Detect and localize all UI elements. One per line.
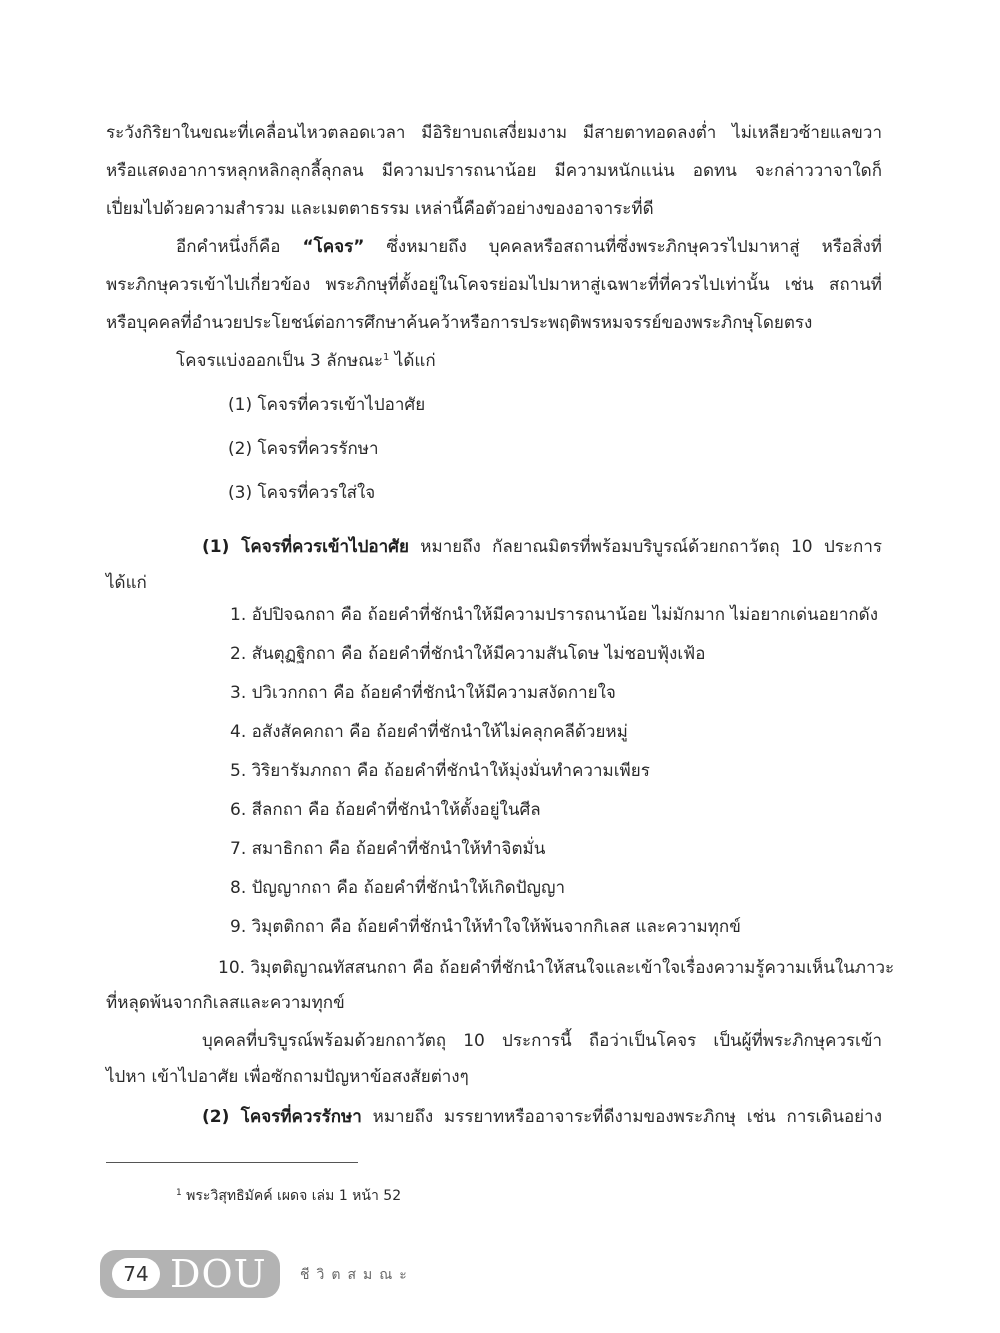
- list-item-1: 1. อัปปิจฉกถา คือ ถ้อยคำที่ชักนำให้มีความปรารถนาน้อย ไม่มักมาก ไม่อยากเด่นอยากดัง: [230, 605, 878, 625]
- paragraph-2-line-3: หรือบุคคลที่อำนวยประโยชน์ต่อการศึกษาค้นคว้าหรือการประพฤติพรหมจรรย์ของพระภิกษุโดยตรง: [106, 313, 813, 333]
- paragraph-3-line-2: ไปหา เข้าไปอาศัย เพื่อซักถามปัญหาข้อสงสัยต่างๆ: [106, 1067, 469, 1087]
- section-2-heading: (2) โคจรที่ควรรักษา: [202, 1107, 362, 1127]
- section-1-line-2: ได้แก่: [106, 573, 147, 593]
- category-2: (2) โคจรที่ควรรักษา: [228, 439, 379, 459]
- category-3: (3) โคจรที่ควรใส่ใจ: [228, 483, 376, 503]
- term-khochon: “โคจร”: [302, 237, 365, 257]
- list-item-2: 2. สันตุฏฐิกถา คือ ถ้อยคำที่ชักนำให้มีความสันโดษ ไม่ชอบฟุ้งเฟ้อ: [230, 644, 706, 664]
- paragraph-2-suffix: ซึ่งหมายถึง บุคคลหรือสถานที่ซึ่งพระภิกษุควรไปมาหาสู่ หรือสิ่งที่: [364, 237, 882, 257]
- intro-text: โคจรแบ่งออกเป็น 3 ลักษณะ: [176, 351, 384, 371]
- section-1-text: หมายถึง กัลยาณมิตรที่พร้อมบริบูรณ์ด้วยกถาวัตถุ 10 ประการ: [408, 537, 883, 557]
- list-item-8: 8. ปัญญากถา คือ ถ้อยคำที่ชักนำให้เกิดปัญญา: [230, 878, 565, 898]
- list-item-9: 9. วิมุตติกถา คือ ถ้อยคำที่ชักนำให้ทำใจให้พ้นจากกิเลส และความทุกข์: [230, 917, 741, 937]
- footnote-reference: 1: [383, 352, 390, 363]
- list-item-7: 7. สมาธิกถา คือ ถ้อยคำที่ชักนำให้ทำจิตมั่น: [230, 839, 546, 859]
- series-title: ชีวิตสมณะ: [300, 1267, 414, 1283]
- footnote-divider: [106, 1162, 358, 1163]
- footnote-number: 1: [176, 1188, 182, 1198]
- footnote-text: พระวิสุทธิมัคค์ เผดจ เล่ม 1 หน้า 52: [181, 1188, 402, 1204]
- list-item-5: 5. วิริยารัมภกถา คือ ถ้อยคำที่ชักนำให้มุ่งมั่นทำความเพียร: [230, 761, 650, 781]
- paragraph-2-prefix: อีกคำหนึ่งก็คือ: [176, 237, 303, 257]
- category-1: (1) โคจรที่ควรเข้าไปอาศัย: [228, 395, 426, 415]
- list-item-3: 3. ปวิเวกกถา คือ ถ้อยคำที่ชักนำให้มีความสงัดกายใจ: [230, 683, 616, 703]
- section-2-text: หมายถึง มรรยาทหรืออาจาระที่ดีงามของพระภิกษุ เช่น การเดินอย่าง: [361, 1107, 882, 1127]
- intro-line: [176, 348, 436, 374]
- page-number: 74: [112, 1258, 160, 1290]
- footer-badge: [100, 1250, 280, 1298]
- list-item-10-line-1: 10. วิมุตติญาณทัสสนกถา คือ ถ้อยคำที่ชักนำให้สนใจและเข้าใจเรื่องความรู้ความเห็นในภาวะ: [218, 958, 895, 978]
- dou-logo: DOU: [170, 1252, 267, 1296]
- paragraph-1-line-3: เปี่ยมไปด้วยความสำรวม และเมตตาธรรม เหล่านี้คือตัวอย่างของอาจาระที่ดี: [106, 199, 654, 219]
- paragraph-1-line-2: หรือแสดงอาการหลุกหลิกลุกลี้ลุกลน มีความปรารถนาน้อย มีความหนักแน่น อดทน จะกล่าววาจาใดก็: [106, 161, 882, 181]
- paragraph-2-line-2: พระภิกษุควรเข้าไปเกี่ยวข้อง พระภิกษุที่ตั้งอยู่ในโคจรย่อมไปมาหาสู่เฉพาะที่ที่ควรไปเท่านั้น เช่น สถานที่: [106, 275, 882, 295]
- list-item-10-line-2: ที่หลุดพ้นจากกิเลสและความทุกข์: [106, 993, 345, 1013]
- footnote: [176, 1186, 401, 1206]
- paragraph-1-line-1: ระวังกิริยาในขณะที่เคลื่อนไหวตลอดเวลา มีอิริยาบถเสงี่ยมงาม มีสายตาทอดลงต่ำ ไม่เหลียวซ้ายแลขวา: [106, 123, 882, 143]
- paragraph-3-line-1: บุคคลที่บริบูรณ์พร้อมด้วยกถาวัตถุ 10 ประการนี้ ถือว่าเป็นโคจร เป็นผู้ที่พระภิกษุควรเข้า: [202, 1031, 882, 1051]
- intro-text-after: ได้แก่: [389, 351, 436, 371]
- paragraph-2-line-1: [176, 234, 882, 260]
- list-item-4: 4. อสังสัคคกถา คือ ถ้อยคำที่ชักนำให้ไม่คลุกคลีด้วยหมู่: [230, 722, 628, 742]
- section-1-heading: (1) โคจรที่ควรเข้าไปอาศัย: [202, 537, 409, 557]
- section-1-line-1: [202, 534, 882, 560]
- section-2-line: [202, 1104, 882, 1130]
- list-item-6: 6. สีลกถา คือ ถ้อยคำที่ชักนำให้ตั้งอยู่ในศีล: [230, 800, 541, 820]
